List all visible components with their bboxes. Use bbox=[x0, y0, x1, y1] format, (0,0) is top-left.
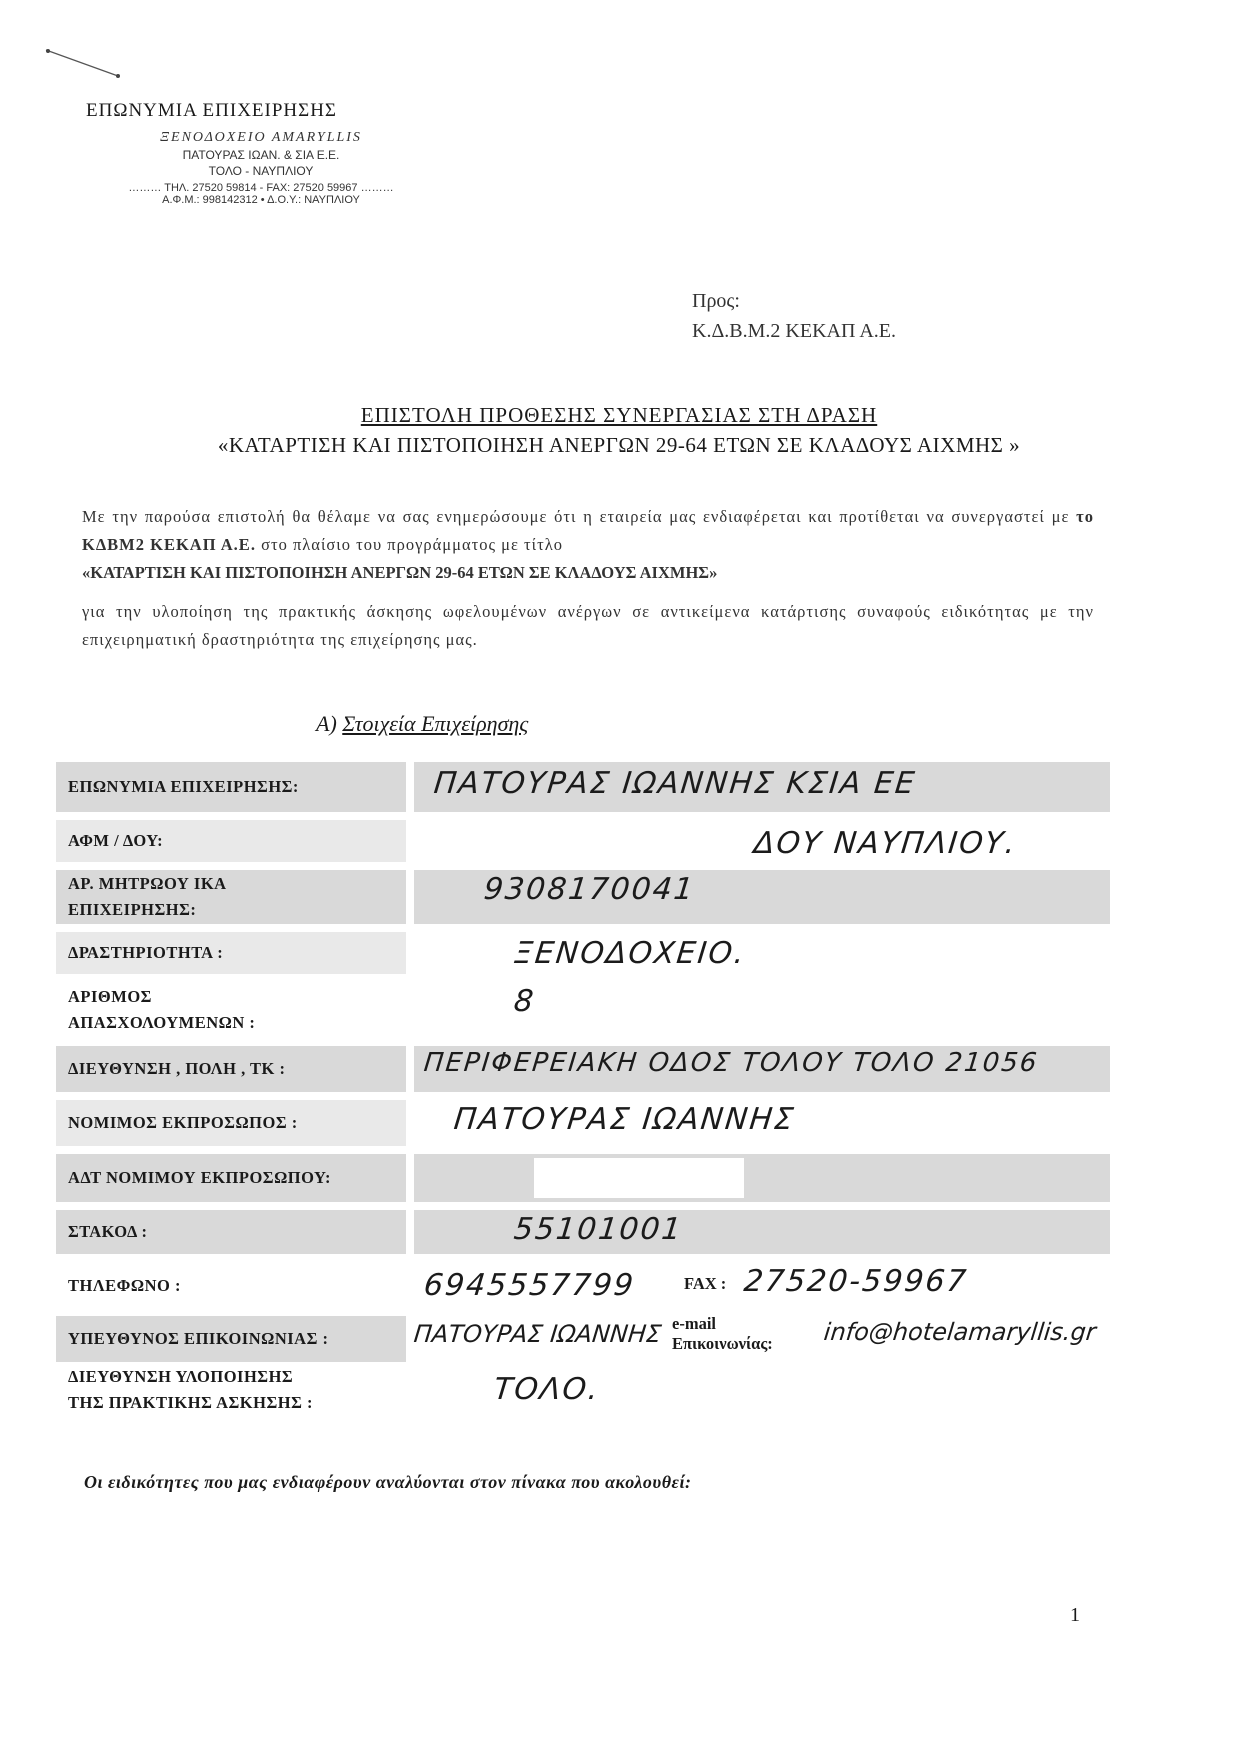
body-paragraph-1 bbox=[82, 503, 1094, 587]
legal-rep-value: ΠΑΤΟΥΡΑΣ ΙΩΑΝΝΗΣ bbox=[452, 1102, 797, 1137]
form-label: ΑΔΤ ΝΟΜΙΜΟΥ ΕΚΠΡΟΣΩΠΟΥ: bbox=[56, 1154, 406, 1202]
ika-number-value: 9308170041 bbox=[482, 872, 697, 907]
address-value: ΠΕΡΙΦΕΡΕΙΑΚΗ ΟΔΟΣ ΤΟΛΟΥ ΤΟΛΟ 21056 bbox=[422, 1048, 1040, 1078]
form-label: ΥΠΕΥΘΥΝΟΣ ΕΠΙΚΟΙΝΩΝΙΑΣ : bbox=[56, 1316, 406, 1362]
form-label: ΔΙΕΥΘΥΝΣΗ , ΠΟΛΗ , ΤΚ : bbox=[56, 1046, 406, 1092]
form-label: ΤΗΛΕΦΩΝΟ : bbox=[56, 1262, 406, 1310]
form-value-cell bbox=[414, 820, 1110, 862]
page-number: 1 bbox=[1070, 1604, 1080, 1626]
form-value-cell bbox=[414, 1100, 1110, 1146]
form-value-cell bbox=[414, 870, 1110, 924]
form-row-practice-address bbox=[56, 1362, 1110, 1418]
specialties-note: Οι ειδικότητες που μας ενδιαφέρουν αναλύονται στον πίνακα που ακολουθεί: bbox=[84, 1472, 692, 1492]
afm-doy-value: ΔΟΥ ΝΑΥΠΛΙΟΥ. bbox=[752, 826, 1019, 861]
form-label-line1: ΑΡ. ΜΗΤΡΩΟΥ ΙΚΑ bbox=[68, 874, 227, 893]
recipient-name: Κ.Δ.Β.Μ.2 ΚΕΚΑΠ Α.Ε. bbox=[692, 320, 896, 342]
form-label bbox=[56, 870, 406, 924]
company-stamp bbox=[86, 130, 436, 206]
form-label: ΝΟΜΙΜΟΣ ΕΚΠΡΟΣΩΠΟΣ : bbox=[56, 1100, 406, 1146]
form-value-cell bbox=[414, 1316, 1110, 1362]
email-value: info@hotelamaryllis.gr bbox=[822, 1318, 1098, 1346]
stakod-value: 55101001 bbox=[512, 1212, 685, 1247]
company-heading: ΕΠΩΝΥΜΙΑ ΕΠΙΧΕΙΡΗΣΗΣ bbox=[86, 100, 337, 121]
form-row-contact bbox=[56, 1316, 1110, 1362]
company-details-form bbox=[56, 762, 1110, 1418]
form-row-legal-rep-id bbox=[56, 1154, 1110, 1202]
body-paragraph-1-text-b: στο πλαίσιο του προγράμματος με τίτλο bbox=[255, 535, 563, 554]
body-paragraph-2: για την υλοποίηση της πρακτικής άσκησης ωφελουμένων ανέργων σε αντικείμενα κατάρτισης συναφούς ειδικότητας με την επιχειρηματική δραστηριότητα της επιχείρησης μας. bbox=[82, 602, 1094, 649]
form-row-afm-doy bbox=[56, 820, 1110, 862]
form-label: ΣΤΑΚΟΔ : bbox=[56, 1210, 406, 1254]
letter-title-line2: «ΚΑΤΑΡΤΙΣΗ ΚΑΙ ΠΙΣΤΟΠΟΙΗΣΗ ΑΝΕΡΓΩΝ 29-64 ΕΤΩΝ ΣΕ ΚΛΑΔΟΥΣ ΑΙΧΜΗΣ » bbox=[217, 433, 1021, 457]
form-label-line2: ΑΠΑΣΧΟΛΟΥΜΕΝΩΝ : bbox=[68, 1013, 256, 1032]
recipient-label: Προς: bbox=[692, 290, 740, 312]
programme-title: «ΚΑΤΑΡΤΙΣΗ ΚΑΙ ΠΙΣΤΟΠΟΙΗΣΗ ΑΝΕΡΓΩΝ 29-64 ΕΤΩΝ ΣΕ ΚΛΑΔΟΥΣ ΑΙΧΜΗΣ» bbox=[82, 563, 718, 582]
form-value-cell bbox=[414, 982, 1110, 1038]
email-label bbox=[672, 1314, 773, 1354]
form-row-phone bbox=[56, 1262, 1110, 1310]
form-label-line2: ΕΠΙΧΕΙΡΗΣΗΣ: bbox=[68, 900, 197, 919]
form-row-stakod bbox=[56, 1210, 1110, 1254]
form-row-activity bbox=[56, 932, 1110, 974]
form-row-ika bbox=[56, 870, 1110, 924]
stamp-company: ΠΑΤΟΥΡΑΣ ΙΩΑΝ. & ΣΙΑ Ε.Ε. bbox=[182, 148, 340, 162]
form-label bbox=[56, 1362, 406, 1418]
form-row-address bbox=[56, 1046, 1110, 1092]
section-a-prefix: Α) bbox=[316, 711, 337, 736]
form-row-legal-rep bbox=[56, 1100, 1110, 1146]
form-label-line1: ΑΡΙΘΜΟΣ bbox=[68, 987, 152, 1006]
letter-title-line1: ΕΠΙΣΤΟΛΗ ΠΡΟΘΕΣΗΣ ΣΥΝΕΡΓΑΣΙΑΣ ΣΤΗ ΔΡΑΣΗ bbox=[360, 403, 878, 427]
fax-value: 27520-59967 bbox=[742, 1264, 970, 1299]
body-paragraph-1-bold: το ΚΔΒΜ2 ΚΕΚΑΠ Α.Ε. bbox=[82, 507, 1094, 554]
stamp-phone-fax: ……… ΤΗΛ. 27520 59814 - FAX: 27520 59967 ……… bbox=[128, 182, 394, 194]
form-value-cell bbox=[414, 1154, 1110, 1202]
form-value-cell bbox=[414, 1262, 1110, 1310]
activity-value: ΞΕΝΟΔΟΧΕΙΟ. bbox=[512, 936, 748, 971]
practice-address-value: ΤΟΛΟ. bbox=[492, 1372, 602, 1407]
phone-value: 6945557799 bbox=[422, 1268, 637, 1303]
section-a-title: Στοιχεία Επιχείρησης bbox=[342, 711, 529, 736]
form-label: ΑΦΜ / ΔΟΥ: bbox=[56, 820, 406, 862]
section-a-heading bbox=[316, 711, 528, 737]
form-value-cell bbox=[414, 1362, 1110, 1418]
email-label-line2: Επικοινωνίας: bbox=[672, 1334, 773, 1353]
form-label: ΕΠΩΝΥΜΙΑ ΕΠΙΧΕΙΡΗΣΗΣ: bbox=[56, 762, 406, 812]
form-label bbox=[56, 982, 406, 1038]
stamp-location: ΤΟΛΟ - ΝΑΥΠΛΙΟΥ bbox=[208, 164, 314, 178]
form-label-line2: ΤΗΣ ΠΡΑΚΤΙΚΗΣ ΑΣΚΗΣΗΣ : bbox=[68, 1393, 313, 1412]
contact-person-value: ΠΑΤΟΥΡΑΣ ΙΩΑΝΝΗΣ bbox=[412, 1320, 663, 1348]
form-row-company-name bbox=[56, 762, 1110, 812]
pen-stroke-mark bbox=[44, 46, 124, 80]
form-row-employees bbox=[56, 982, 1110, 1038]
form-label: ΔΡΑΣΤΗΡΙΟΤΗΤΑ : bbox=[56, 932, 406, 974]
redacted-area bbox=[534, 1158, 744, 1198]
form-label-line1: ΔΙΕΥΘΥΝΣΗ ΥΛΟΠΟΙΗΣΗΣ bbox=[68, 1367, 294, 1386]
form-value-cell bbox=[414, 1210, 1110, 1254]
company-name-value: ΠΑΤΟΥΡΑΣ ΙΩΑΝΝΗΣ ΚΣΙΑ ΕΕ bbox=[432, 766, 918, 801]
email-label-line1: e-mail bbox=[672, 1314, 716, 1333]
form-value-cell bbox=[414, 762, 1110, 812]
fax-label: FAX : bbox=[684, 1274, 727, 1293]
stamp-tax-id: Α.Φ.Μ.: 998142312 • Δ.Ο.Υ.: ΝΑΥΠΛΙΟΥ bbox=[162, 194, 360, 206]
employees-value: 8 bbox=[512, 984, 537, 1019]
form-value-cell bbox=[414, 932, 1110, 974]
letter-title bbox=[60, 400, 1178, 460]
stamp-hotel-name: ΞΕΝΟΔΟΧΕΙΟ ΑΜΑRYLLIS bbox=[160, 130, 362, 145]
body-paragraph-1-text: Με την παρούσα επιστολή θα θέλαμε να σας ενημερώσουμε ότι η εταιρεία μας ενδιαφέρεται και προτίθεται να συνεργαστεί με bbox=[82, 507, 1077, 526]
form-value-cell bbox=[414, 1046, 1110, 1092]
recipient-block bbox=[692, 286, 896, 346]
